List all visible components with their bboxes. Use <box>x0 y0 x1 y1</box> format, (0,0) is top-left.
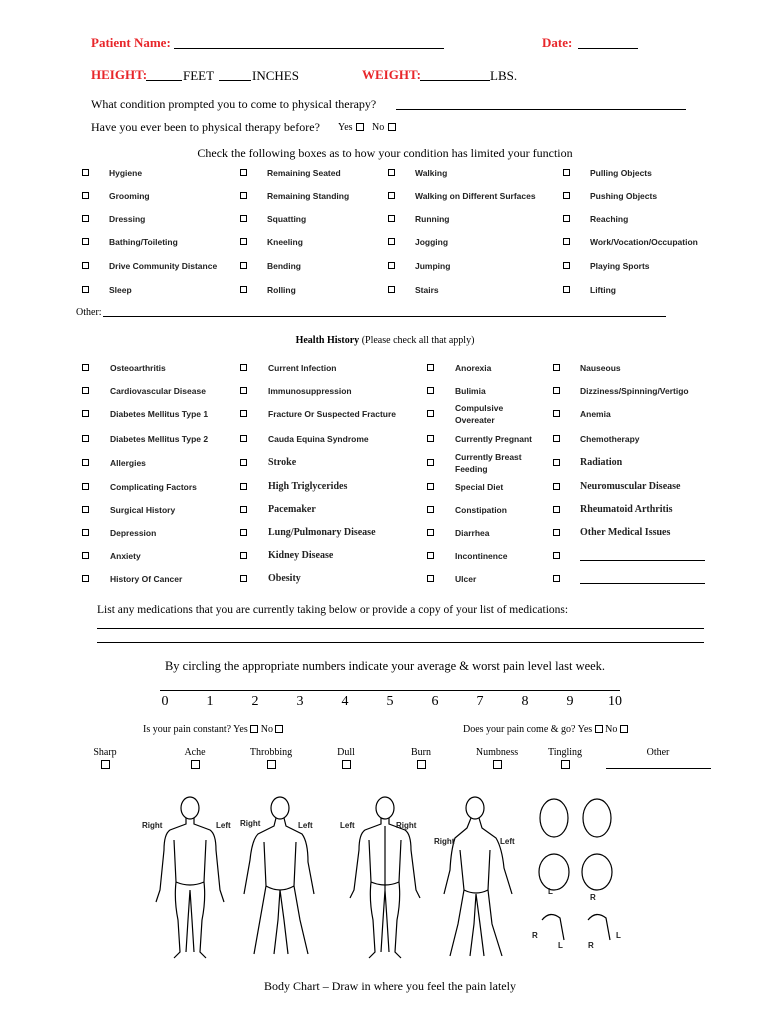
function-label: Stairs <box>415 285 439 295</box>
chart-label-l-1: L <box>548 887 553 896</box>
function-checkbox[interactable] <box>388 286 395 293</box>
chart-label-right-2: Right <box>240 819 261 828</box>
chart-label-left-3: Left <box>340 821 355 830</box>
function-checkbox[interactable] <box>563 286 570 293</box>
chart-label-r-3: R <box>588 941 594 950</box>
health-checkbox[interactable] <box>553 410 560 417</box>
weight-label: WEIGHT: <box>362 67 421 82</box>
health-checkbox[interactable] <box>553 364 560 371</box>
chart-label-l-3: L <box>616 931 621 940</box>
health-label: Surgical History <box>110 505 176 515</box>
inches-label: INCHES <box>252 68 299 83</box>
health-checkbox[interactable] <box>240 483 247 490</box>
function-checkbox[interactable] <box>82 238 89 245</box>
health-label: Nauseous <box>580 363 621 373</box>
health-checkbox[interactable] <box>240 506 247 513</box>
function-label: Pushing Objects <box>590 191 658 201</box>
health-label: Anxiety <box>110 551 141 561</box>
health-other-field[interactable] <box>580 583 705 584</box>
health-label: Dizziness/Spinning/Vertigo <box>580 386 689 396</box>
health-label: Ulcer <box>455 574 477 584</box>
function-label: Grooming <box>109 191 150 201</box>
body-chart[interactable] <box>130 790 650 960</box>
health-checkbox[interactable] <box>82 575 89 582</box>
pain-type-label: Other <box>646 747 670 758</box>
pain-scale-number[interactable]: 6 <box>431 694 439 709</box>
health-label: Depression <box>110 528 157 538</box>
function-checkbox[interactable] <box>82 192 89 199</box>
come-go-no-label: No <box>605 724 618 735</box>
function-label: Drive Community Distance <box>109 261 218 271</box>
health-checkbox[interactable] <box>240 435 247 442</box>
function-label: Jogging <box>415 237 449 247</box>
health-checkbox[interactable] <box>427 387 434 394</box>
function-checkbox[interactable] <box>388 262 395 269</box>
pain-scale-number[interactable]: 8 <box>521 694 529 709</box>
function-label: Walking on Different Surfaces <box>415 191 536 201</box>
health-checkbox[interactable] <box>240 575 247 582</box>
health-checkbox[interactable] <box>427 529 434 536</box>
pain-type-label: Numbness <box>475 747 519 758</box>
health-checkbox[interactable] <box>240 364 247 371</box>
chart-label-right-4: Right <box>434 837 455 846</box>
constant-no-label: No <box>260 724 273 735</box>
chart-label-left-2: Left <box>298 821 313 830</box>
pain-type-label: Ache <box>184 747 206 758</box>
function-label: Hygiene <box>109 168 143 178</box>
health-label: Lung/Pulmonary Disease <box>268 527 376 538</box>
condition-field[interactable] <box>396 109 686 110</box>
function-checkbox[interactable] <box>240 192 247 199</box>
health-label: Constipation <box>455 505 507 515</box>
chart-label-l-2: L <box>558 941 563 950</box>
feet-label: FEET <box>183 68 215 83</box>
function-label: Kneeling <box>267 237 303 247</box>
health-history-title: Health History <box>295 335 360 346</box>
function-checkbox[interactable] <box>563 238 570 245</box>
been-before-no-checkbox[interactable] <box>388 123 396 131</box>
come-go-no-checkbox[interactable] <box>620 725 628 733</box>
function-checkbox[interactable] <box>240 169 247 176</box>
health-label: Radiation <box>580 457 623 468</box>
no-label: No <box>372 122 385 133</box>
function-checkbox[interactable] <box>563 262 570 269</box>
function-label: Remaining Seated <box>267 168 341 178</box>
date-label: Date: <box>542 35 573 50</box>
health-checkbox[interactable] <box>82 435 89 442</box>
pain-type-checkbox[interactable] <box>417 760 426 769</box>
health-label: Allergies <box>110 458 146 468</box>
feet-field[interactable] <box>146 80 182 81</box>
health-history-heading <box>0 335 770 346</box>
pain-other-field[interactable] <box>606 768 711 769</box>
health-label: Anorexia <box>455 363 492 373</box>
pain-scale-number[interactable]: 2 <box>251 694 259 709</box>
other-field[interactable] <box>103 316 666 317</box>
medications-line-1[interactable] <box>97 628 704 629</box>
health-label: Neuromuscular Disease <box>580 481 681 492</box>
pain-scale-number[interactable]: 10 <box>608 694 622 709</box>
chart-label-left-1: Left <box>216 821 231 830</box>
lbs-label: LBS. <box>490 68 518 83</box>
other-label: Other: <box>76 307 102 318</box>
health-checkbox[interactable] <box>82 506 89 513</box>
health-label: Currently Pregnant <box>455 434 532 444</box>
health-checkbox[interactable] <box>553 575 560 582</box>
health-checkbox[interactable] <box>427 364 434 371</box>
pain-scale-number[interactable]: 9 <box>566 694 574 709</box>
pain-type-label: Tingling <box>547 747 583 758</box>
function-label: Dressing <box>109 214 146 224</box>
health-label: Osteoarthritis <box>110 363 166 373</box>
constant-question-text: Is your pain constant? Yes <box>143 724 248 735</box>
pain-scale-number[interactable]: 1 <box>206 694 214 709</box>
health-label: Immunosuppression <box>268 386 352 396</box>
pain-scale-number[interactable]: 7 <box>476 694 484 709</box>
constant-no-checkbox[interactable] <box>275 725 283 733</box>
health-checkbox[interactable] <box>82 410 89 417</box>
function-checkbox[interactable] <box>563 215 570 222</box>
health-checkbox[interactable] <box>427 410 434 417</box>
health-label: History Of Cancer <box>110 574 183 584</box>
chart-label-r-1: R <box>590 893 596 902</box>
health-label: Obesity <box>268 573 301 584</box>
function-checkbox[interactable] <box>388 169 395 176</box>
function-checkbox[interactable] <box>240 286 247 293</box>
function-label: Jumping <box>415 261 451 271</box>
health-checkbox[interactable] <box>82 552 89 559</box>
pain-type-label: Dull <box>337 747 355 758</box>
function-label: Bathing/Toileting <box>109 237 178 247</box>
health-checkbox[interactable] <box>82 483 89 490</box>
constant-question <box>143 724 283 735</box>
health-label: Diarrhea <box>455 528 490 538</box>
function-label: Bending <box>267 261 301 271</box>
health-checkbox[interactable] <box>553 529 560 536</box>
date-field[interactable] <box>578 48 638 49</box>
pain-scale-number[interactable]: 4 <box>341 694 349 709</box>
health-label: Pacemaker <box>268 504 316 515</box>
chart-label-r-2: R <box>532 931 538 940</box>
pain-type-label: Burn <box>411 747 431 758</box>
health-label: Anemia <box>580 409 611 419</box>
inches-field[interactable] <box>219 80 251 81</box>
health-checkbox[interactable] <box>427 483 434 490</box>
health-label: Diabetes Mellitus Type 2 <box>110 434 209 444</box>
function-label: Sleep <box>109 285 132 295</box>
function-label: Work/Vocation/Occupation <box>590 237 698 247</box>
function-label: Reaching <box>590 214 629 224</box>
pain-instruction: By circling the appropriate numbers indicate your average & worst pain level last week. <box>164 659 606 673</box>
function-checkbox[interactable] <box>388 238 395 245</box>
been-before-yes-checkbox[interactable] <box>356 123 364 131</box>
health-label: Cauda Equina Syndrome <box>268 434 369 444</box>
function-label: Rolling <box>267 285 296 295</box>
health-label: Bulimia <box>455 386 486 396</box>
body-chart-caption: Body Chart – Draw in where you feel the pain lately <box>264 979 516 993</box>
health-checkbox[interactable] <box>240 552 247 559</box>
health-label: Fracture Or Suspected Fracture <box>268 409 397 419</box>
function-checkbox[interactable] <box>563 169 570 176</box>
function-checkbox[interactable] <box>388 215 395 222</box>
lateral-body-figure <box>444 797 512 956</box>
function-label: Pulling Objects <box>590 168 652 178</box>
health-checkbox[interactable] <box>427 552 434 559</box>
health-label: Diabetes Mellitus Type 1 <box>110 409 209 419</box>
function-label: Squatting <box>267 214 307 224</box>
function-checkbox[interactable] <box>388 192 395 199</box>
pain-scale-number[interactable]: 5 <box>386 694 394 709</box>
health-checkbox[interactable] <box>427 435 434 442</box>
health-checkbox[interactable] <box>82 364 89 371</box>
yes-label: Yes <box>338 122 353 133</box>
pain-type-checkbox[interactable] <box>101 760 110 769</box>
function-checkbox[interactable] <box>240 215 247 222</box>
health-checkbox[interactable] <box>553 387 560 394</box>
health-checkbox[interactable] <box>240 410 247 417</box>
front-body-figure <box>156 797 224 958</box>
function-label: Running <box>415 214 450 224</box>
function-checkbox[interactable] <box>82 286 89 293</box>
health-checkbox[interactable] <box>240 459 247 466</box>
function-label: Playing Sports <box>590 261 650 271</box>
constant-yes-checkbox[interactable] <box>250 725 258 733</box>
health-checkbox[interactable] <box>82 387 89 394</box>
function-label: Remaining Standing <box>267 191 350 201</box>
health-label: Stroke <box>268 457 297 468</box>
patient-name-field[interactable] <box>174 48 444 49</box>
pain-scale-line <box>160 690 620 691</box>
pain-type-label: Throbbing <box>249 747 293 758</box>
chart-label-left-4: Left <box>500 837 515 846</box>
health-checkbox[interactable] <box>427 575 434 582</box>
health-checkbox[interactable] <box>553 435 560 442</box>
medications-prompt: List any medications that you are currently taking below or provide a copy of your list of medications: <box>97 604 569 616</box>
health-label: Currently Breast Feeding <box>455 452 522 474</box>
function-checkbox[interactable] <box>82 169 89 176</box>
health-label: High Triglycerides <box>268 481 348 492</box>
chart-label-right-1: Right <box>142 821 163 830</box>
health-label: Complicating Factors <box>110 482 197 492</box>
function-checkbox[interactable] <box>240 262 247 269</box>
function-checkbox[interactable] <box>563 192 570 199</box>
health-checkbox[interactable] <box>553 552 560 559</box>
health-label: Special Diet <box>455 482 504 492</box>
health-history-subtitle: (Please check all that apply) <box>361 335 475 346</box>
medications-line-2[interactable] <box>97 642 704 643</box>
health-checkbox[interactable] <box>82 459 89 466</box>
patient-name-label: Patient Name: <box>91 35 171 50</box>
pain-type-checkbox[interactable] <box>342 760 351 769</box>
pain-scale-number[interactable]: 3 <box>296 694 304 709</box>
health-label: Rheumatoid Arthritis <box>580 504 673 515</box>
health-label: Cardiovascular Disease <box>110 386 206 396</box>
pain-type-checkbox[interactable] <box>561 760 570 769</box>
health-checkbox[interactable] <box>240 529 247 536</box>
health-label: Current Infection <box>268 363 337 373</box>
pain-type-checkbox[interactable] <box>493 760 502 769</box>
been-before-question: Have you ever been to physical therapy before? <box>91 120 320 134</box>
health-checkbox[interactable] <box>553 459 560 466</box>
function-checkbox[interactable] <box>240 238 247 245</box>
health-checkbox[interactable] <box>240 387 247 394</box>
chart-label-right-3: Right <box>396 821 417 830</box>
health-label: Chemotherapy <box>580 434 640 444</box>
come-go-yes-checkbox[interactable] <box>595 725 603 733</box>
weight-field[interactable] <box>420 80 490 81</box>
pain-type-label: Sharp <box>93 747 117 758</box>
health-label: Compulsive Overeater <box>455 403 504 425</box>
health-label: Incontinence <box>455 551 508 561</box>
function-section-title: Check the following boxes as to how your condition has limited your function <box>197 146 573 160</box>
health-label: Other Medical Issues <box>580 527 671 538</box>
health-checkbox[interactable] <box>427 459 434 466</box>
health-label: Kidney Disease <box>268 550 334 561</box>
come-go-question <box>463 724 628 735</box>
health-checkbox[interactable] <box>82 529 89 536</box>
head-views <box>539 799 612 940</box>
health-checkbox[interactable] <box>553 483 560 490</box>
height-label: HEIGHT: <box>91 67 148 82</box>
health-checkbox[interactable] <box>427 506 434 513</box>
function-checkbox[interactable] <box>82 215 89 222</box>
come-go-question-text: Does your pain come & go? Yes <box>463 724 593 735</box>
health-other-field[interactable] <box>580 560 705 561</box>
pain-type-checkbox[interactable] <box>191 760 200 769</box>
function-label: Lifting <box>590 285 616 295</box>
condition-question: What condition prompted you to come to physical therapy? <box>91 97 377 111</box>
pain-type-checkbox[interactable] <box>267 760 276 769</box>
function-checkbox[interactable] <box>82 262 89 269</box>
function-label: Walking <box>415 168 448 178</box>
pain-scale-number[interactable]: 0 <box>161 694 169 709</box>
health-checkbox[interactable] <box>553 506 560 513</box>
